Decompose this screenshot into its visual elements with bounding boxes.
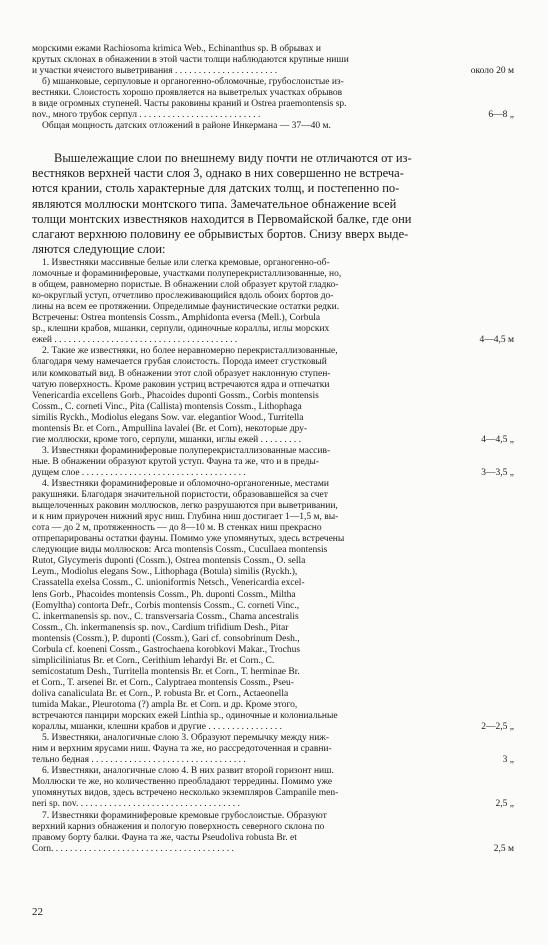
text-line (0, 402, 548, 413)
thickness-value: около 20 м (470, 66, 514, 76)
line-text: вестняков верхней части слоя 3, однако в них совершенно не встреча- (32, 166, 404, 181)
line-text: Venericardia excellens Gorb., Phacoides duponti Gossm., Corbis montensis (32, 390, 319, 401)
text-line (0, 302, 548, 313)
text-line (0, 357, 548, 368)
text-line (0, 722, 548, 733)
text-line (0, 822, 548, 833)
line-text: и участки ячеистого выветривания . . . . . . . . . . . . . . . . . . . . . . (32, 66, 278, 76)
line-text: слагают верхнюю половину ее обрывистых бортов. Снизу вверх выде- (32, 227, 409, 241)
line-text: сота — до 2 м, протяженность — до 8—10 м. В стенках ниш прекрасно (32, 523, 322, 534)
line-text: кораллы, мшанки, клешни крабов и другие . . . . . . . . . . . . . . . . (32, 722, 282, 733)
text-line (0, 424, 548, 435)
text-line (0, 711, 548, 722)
thickness-value: 2,5 „ (495, 799, 514, 810)
text-line (0, 634, 548, 645)
line-text: крутых склонах в обнажении в этой части толщи наблюдаются крупные ниши (32, 55, 349, 65)
text-line (0, 667, 548, 678)
line-text: упомянутых видов, здесь встречено несколько экземпляров Campanile men- (32, 788, 339, 799)
text-line (0, 490, 548, 501)
text-line (0, 99, 548, 110)
text-line (0, 601, 548, 612)
line-text: Моллюски те же, но количественно преобладают терредины. Помимо уже (32, 777, 333, 788)
line-text: следующие виды моллюсков: Arca montensis Cossm., Cucullaea montensis (32, 545, 328, 556)
thickness-value: 2,5 м (493, 843, 514, 854)
text-line (0, 799, 548, 810)
line-text: ные. В обнажении образуют крутой уступ. Фауна та же, что и в преды- (32, 456, 319, 467)
text-line (0, 744, 548, 755)
text-line (0, 534, 548, 545)
text-line (0, 77, 548, 88)
line-text: правому борту балки. Фауна та же, часты Pseudoliva robusta Br. et (32, 832, 297, 843)
line-text: в виде огромных ступеней. Часты раковины краний и Ostrea praemontensis sp. (32, 99, 347, 109)
thickness-value: 4—4,5 м (479, 335, 514, 346)
line-text: montensis (Cossm.), P. duponti (Cossm.), Gari cf. consobrinum Desh., (32, 633, 300, 644)
text-line (0, 391, 548, 402)
text-line (0, 733, 548, 744)
text-line (0, 369, 548, 380)
text-line (0, 313, 548, 324)
line-text: дущем слое . . . . . . . . . . . . . . . . . . . . . . . . . . . . . . . . . . . (32, 467, 246, 478)
text-line (0, 501, 548, 512)
text-line (0, 435, 548, 446)
text-line (0, 844, 548, 855)
text-line (0, 457, 548, 468)
text-line (0, 346, 548, 357)
text-line (0, 258, 548, 269)
text-line (0, 512, 548, 523)
line-text: лины на всем ее протяжении. Определимые фаунистические остатки редки. (32, 302, 340, 313)
text-line (0, 678, 548, 689)
line-text: Вышележащие слои по внешнему виду почти не отличаются от из- (54, 151, 412, 165)
text-line (0, 446, 548, 457)
text-line (0, 212, 548, 226)
text-line (0, 166, 548, 180)
line-text: Встречены: Ostrea montensis Cossm., Amphidonta eversa (Mell.), Corbula (32, 313, 321, 324)
line-text: благодаря чему намечается грубая слоистость. Порода имеет сгустковый (32, 357, 327, 368)
line-text: выщелоченных раковин моллюсков, легко разрушаются при выветривании, (32, 501, 338, 512)
line-text: 2. Такие же известняки, но более неравномерно перекристаллизованные, (42, 346, 338, 357)
line-text: Corn. . . . . . . . . . . . . . . . . . . . . . . . . . . . . . . . . . . . . . . (32, 843, 234, 854)
text-line (0, 590, 548, 601)
line-text: C. inkermanensis sp. nov., C. transversaria Cossm., Chama ancestralis (32, 611, 299, 622)
line-text: толщи монтских известняков находится в Первомайской балке, где они (32, 211, 412, 226)
line-text: Corbula cf. koeneni Cossm., Gastrochaena korobkovi Makar., Trochus (32, 644, 301, 655)
line-text: 4. Известняки фораминиферовые и обломочно-органогенные, местами (42, 479, 329, 489)
thickness-value: 4—4,5 „ (481, 434, 514, 445)
text-line (0, 523, 548, 534)
line-text: морскими ежами Rachiosoma krimica Web., Echinanthus sp. В обрывах и (32, 44, 321, 54)
text-line (0, 242, 548, 256)
line-text: встречаются панцири морских ежей Linthia sp., одиночные и колониальные (32, 711, 338, 722)
line-text: и к ним приурочен нижний ярус ниш. Глубина ниш достигает 1—1,5 м, вы- (32, 512, 339, 523)
thickness-value: 3 „ (502, 755, 514, 766)
line-text: Rutot, Glycymeris duponti (Cossm.), Ostrea montensis Cossm., O. sella (32, 556, 306, 567)
text-line (0, 788, 548, 799)
line-text: (Eomyltha) contorta Defr., Corbis montensis Cossm., C. corneti Vinc., (32, 600, 300, 611)
thickness-value: 6—8 „ (488, 110, 514, 120)
text-line (0, 110, 548, 121)
text-line (0, 181, 548, 195)
text-line (0, 151, 548, 165)
line-text: ракушняки. Благодаря значительной пористости, образовавшейся за счет (32, 490, 328, 501)
line-text: neri sp. nov. . . . . . . . . . . . . . . . . . . . . . . . . . . . . . . . . . . (32, 799, 240, 810)
line-text: верхний карниз обнажения и пологую поверхность северного склона по (32, 821, 325, 832)
line-text: nov., много трубок серпул . . . . . . . . . . . . . . . . . . . . . . . . . . (32, 110, 261, 120)
line-text: Общая мощность датских отложений в районе Инкермана — 37—40 м. (42, 121, 331, 131)
text-line (0, 121, 548, 132)
line-text: ежей . . . . . . . . . . . . . . . . . . . . . . . . . . . . . . . . . . . . . . . (32, 335, 238, 346)
line-text: 5. Известняки, аналогичные слою 3. Образуют перемычку между ниж- (42, 733, 330, 744)
line-text: в общем, равномерно пористые. В обнажении слой образует крутой гладко- (32, 280, 339, 291)
line-text: Cossm., C. corneti Vinc., Pita (Callista) montensis Cossm., Lithophaga (32, 401, 302, 412)
line-text: вестняки. Слоистость хорошо проявляется на выветрелых участках обрывов (32, 88, 343, 98)
line-text: sp., клешни крабов, мшанки, серпули, одиночные кораллы, иглы морских (32, 324, 330, 335)
line-text: simpliciliniatus Br. et Corn., Cerithium lehardyi Br. et Corn., C. (32, 655, 275, 666)
text-line (0, 700, 548, 711)
line-text: 3. Известняки фораминиферовые полуперекристаллизованные массив- (42, 445, 331, 456)
text-line (0, 413, 548, 424)
text-line (0, 545, 548, 556)
line-text: ним и верхним ярусами ниш. Фауна та же, но рассредоточенная и сравни- (32, 744, 332, 755)
text-line (0, 380, 548, 391)
text-line (0, 777, 548, 788)
text-line (0, 612, 548, 623)
line-text: тельно бедная . . . . . . . . . . . . . . . . . . . . . . . . . . . . . . . . . (32, 755, 246, 766)
line-text: semicostatum Desh., Turritella montensis Br. et Corn., T. herminae Br. (32, 666, 300, 677)
text-line (0, 645, 548, 656)
text-line (0, 197, 548, 211)
text-line (0, 811, 548, 822)
thickness-value: 3—3,5 „ (481, 467, 514, 478)
line-text: или комковатый вид. В обнажении этот слой образует наклонную ступен- (32, 368, 331, 379)
text-line (0, 556, 548, 567)
text-line (0, 88, 548, 99)
text-line (0, 479, 548, 490)
text-line (0, 755, 548, 766)
line-text: б) мшанковые, серпуловые и органогенно-обломочные, грубослоистые из- (42, 77, 344, 87)
text-line (0, 324, 548, 335)
line-text: similis Ryckh., Modiolus elegans Sow. var. elegantior Wood., Turritella (32, 412, 304, 423)
line-text: ются крании, столь характерные для датских толщ, и постепенно по- (32, 181, 400, 196)
line-text: montensis Br. et Corn., Ampullina lavalei (Br. et Corn), некоторые дру- (32, 423, 308, 434)
line-text: 6. Известняки, аналогичные слою 4. В них развит второй горизонт ниш. (42, 766, 334, 777)
page-number: 22 (32, 906, 43, 918)
text-line (0, 766, 548, 777)
line-text: tumida Makar., Pleurotoma (?) ampla Br. et Corn. и др. Кроме этого, (32, 700, 298, 710)
text-line (0, 55, 548, 66)
text-line (0, 468, 548, 479)
text-line (0, 280, 548, 291)
line-text: ляются следующие слои: (32, 242, 166, 257)
line-text: doliva canaliculata Br. et Corn., P. robusta Br. et Corn., Actaeonella (32, 688, 289, 699)
text-line (0, 66, 548, 77)
text-line (0, 578, 548, 589)
text-line (0, 44, 548, 55)
text-line (0, 227, 548, 241)
line-text: 1. Известняки массивные белые или слегка кремовые, органогенно-об- (42, 258, 330, 268)
text-line (0, 833, 548, 844)
line-text: ломочные и фораминиферовые, участками полуперекристаллизованные, но, (32, 269, 342, 280)
line-text: ко-округлый уступ, отчетливо прослеживающийся вдоль обоих бортов до- (32, 291, 334, 302)
text-line (0, 656, 548, 667)
line-text: et Corn., T. arsenei Br. et Corn., Calyptraea montensis Cossm., Pseu- (32, 677, 294, 688)
text-line (0, 291, 548, 302)
text-line (0, 269, 548, 280)
text-line (0, 335, 548, 346)
text-line (0, 623, 548, 634)
line-text: Crassatella exelsa Cossm., C. unioniformis Netsch., Venericardia excel- (32, 578, 305, 589)
line-text: являются моллюски монтского типа. Замечательное обнажение всей (32, 196, 397, 211)
line-text: 7. Известняки фораминиферовые кремовые грубослоистые. Образуют (42, 810, 327, 821)
thickness-value: 2—2,5 „ (481, 722, 514, 733)
line-text: гие моллюски, кроме того, серпули, мшанки, иглы ежей . . . . . . . . . (32, 434, 301, 445)
text-line (0, 567, 548, 578)
line-text: чатую поверхность. Кроме раковин устриц встречаются ядра и отпечатки (32, 379, 330, 390)
line-text: Cossm., Ch. inkermanensis sp. nov., Cardium trifidium Desh., Pitar (32, 622, 289, 633)
line-text: отпрепарированы остатки фауны. Помимо уже упомянутых, здесь встречены (32, 534, 345, 545)
line-text: lens Gorb., Phacoides montensis Cossm., Ph. duponti Cossm., Miltha (32, 589, 296, 600)
line-text: Leym., Modiolus elegans Sow., Lithophaga (Botula) similis (Ryckh.), (32, 567, 298, 578)
text-line (0, 689, 548, 700)
